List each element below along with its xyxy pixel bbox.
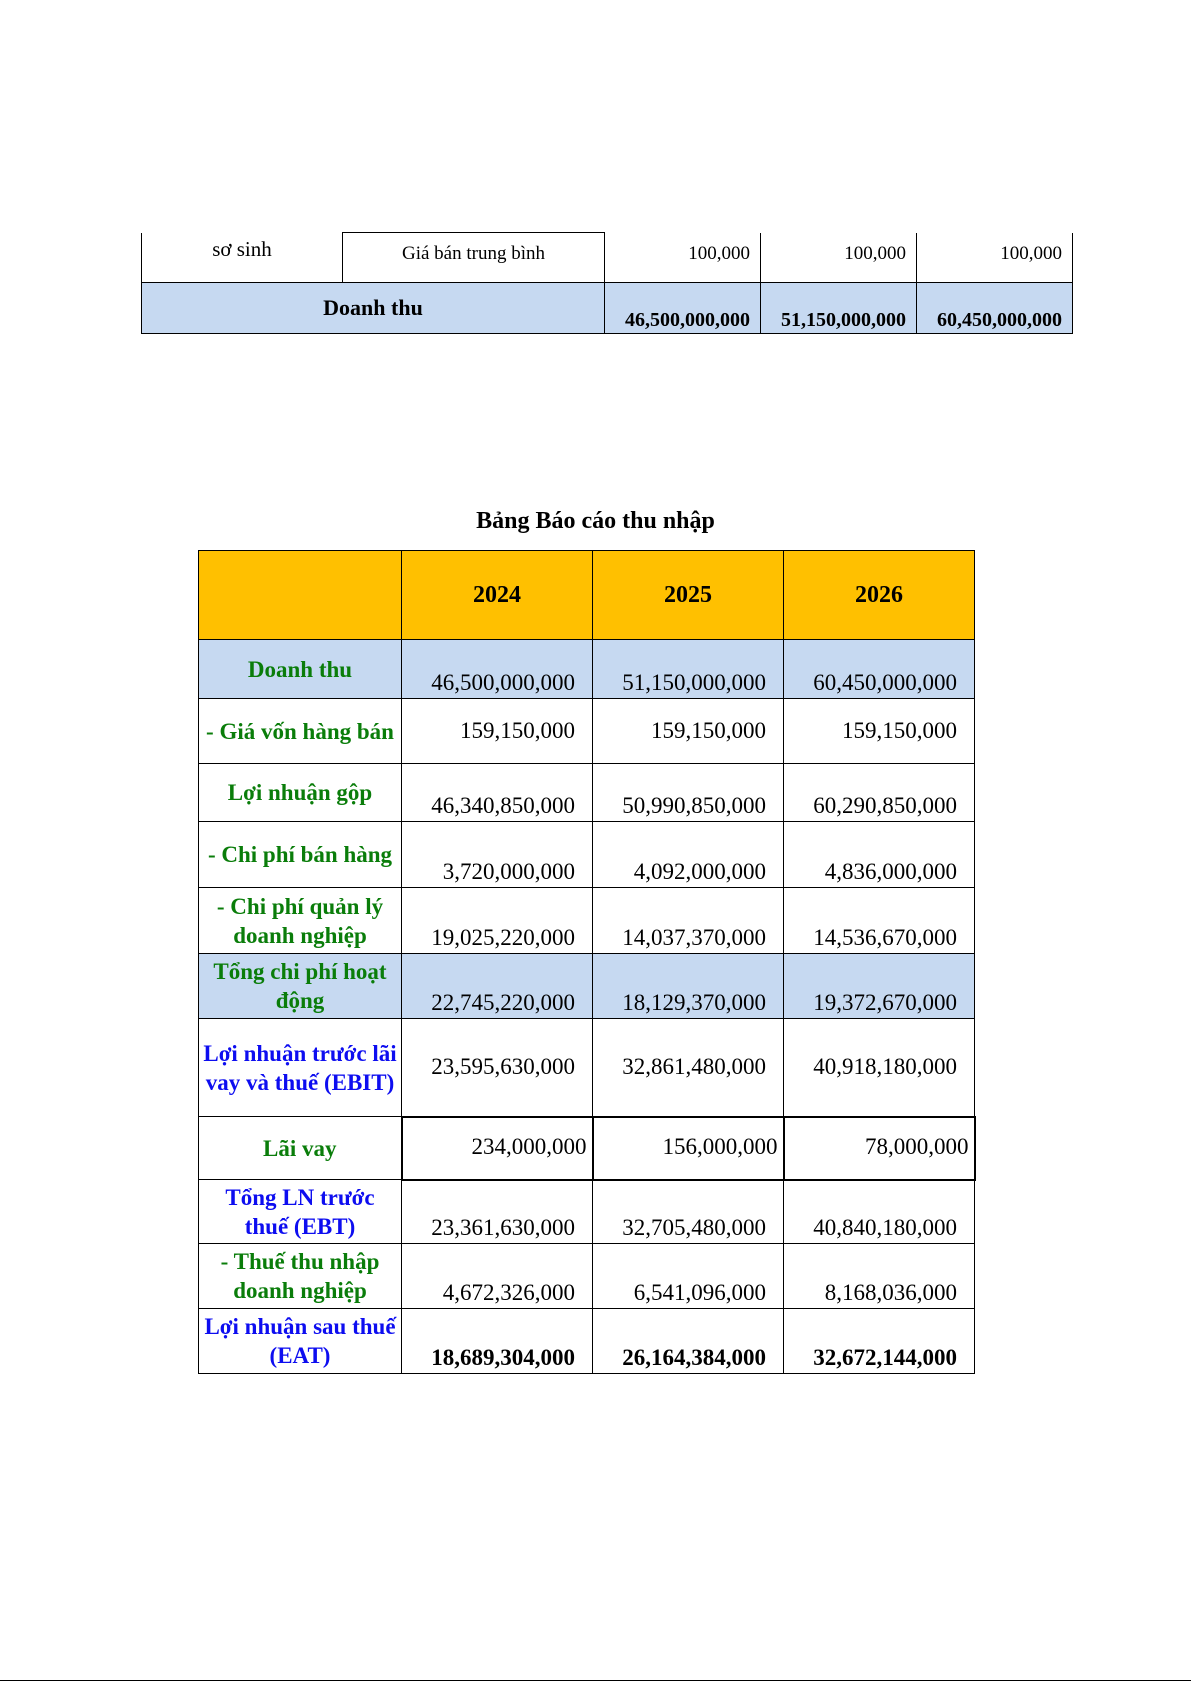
row-value: 18,129,370,000	[593, 954, 784, 1019]
price-value: 100,000	[761, 233, 917, 283]
row-value: 18,689,304,000	[402, 1309, 593, 1374]
income-statement-table	[198, 550, 976, 1374]
row-value: 40,840,180,000	[784, 1180, 975, 1244]
row-value: 3,720,000,000	[402, 822, 593, 888]
row-revenue	[199, 640, 975, 699]
row-label: Lợi nhuận trước lãi vay và thuế (EBIT)	[199, 1019, 402, 1117]
revenue-row	[142, 283, 1073, 334]
row-value: 50,990,850,000	[593, 764, 784, 822]
row-value: 60,290,850,000	[784, 764, 975, 822]
row-ebit	[199, 1019, 975, 1117]
row-value: 23,595,630,000	[402, 1019, 593, 1117]
row-label: Tổng LN trước thuế (EBT)	[199, 1180, 402, 1244]
row-label: - Giá vốn hàng bán	[199, 699, 402, 764]
row-value: 159,150,000	[784, 699, 975, 764]
row-value: 159,150,000	[593, 699, 784, 764]
row-value: 32,861,480,000	[593, 1019, 784, 1117]
row-label: - Thuế thu nhập doanh nghiệp	[199, 1244, 402, 1309]
revenue-value: 46,500,000,000	[605, 283, 761, 334]
year-header: 2026	[784, 551, 975, 640]
price-value: 100,000	[917, 233, 1073, 283]
row-value: 14,037,370,000	[593, 888, 784, 954]
row-cogs	[199, 699, 975, 764]
price-value: 100,000	[605, 233, 761, 283]
row-value: 60,450,000,000	[784, 640, 975, 699]
row-value: 23,361,630,000	[402, 1180, 593, 1244]
row-value: 26,164,384,000	[593, 1309, 784, 1374]
year-header: 2025	[593, 551, 784, 640]
row-value: 19,025,220,000	[402, 888, 593, 954]
row-value: 46,340,850,000	[402, 764, 593, 822]
row-value: 78,000,000	[784, 1117, 975, 1180]
row-admin-expenses	[199, 888, 975, 954]
row-label: Doanh thu	[199, 640, 402, 699]
row-value: 4,836,000,000	[784, 822, 975, 888]
row-ebt	[199, 1180, 975, 1244]
header-empty-cell	[199, 551, 402, 640]
row-label: Tổng chi phí hoạt động	[199, 954, 402, 1019]
row-interest	[199, 1117, 975, 1180]
revenue-breakdown-table	[141, 232, 1073, 334]
page-footer-divider	[0, 1680, 1191, 1681]
product-label: sơ sinh	[142, 233, 343, 283]
income-statement-title: Bảng Báo cáo thu nhập	[476, 508, 715, 534]
row-label: Lãi vay	[199, 1117, 402, 1180]
row-value: 19,372,670,000	[784, 954, 975, 1019]
row-value: 51,150,000,000	[593, 640, 784, 699]
row-value: 4,672,326,000	[402, 1244, 593, 1309]
row-value: 32,672,144,000	[784, 1309, 975, 1374]
row-label: Lợi nhuận gộp	[199, 764, 402, 822]
row-label: Lợi nhuận sau thuế (EAT)	[199, 1309, 402, 1374]
row-value: 159,150,000	[402, 699, 593, 764]
revenue-value: 60,450,000,000	[917, 283, 1073, 334]
row-total-operating-expenses	[199, 954, 975, 1019]
row-value: 6,541,096,000	[593, 1244, 784, 1309]
row-value: 14,536,670,000	[784, 888, 975, 954]
row-value: 32,705,480,000	[593, 1180, 784, 1244]
row-corporate-tax	[199, 1244, 975, 1309]
price-row	[142, 233, 1073, 283]
header-row	[199, 551, 975, 640]
row-gross-profit	[199, 764, 975, 822]
revenue-label: Doanh thu	[142, 283, 605, 334]
row-value: 22,745,220,000	[402, 954, 593, 1019]
row-value: 40,918,180,000	[784, 1019, 975, 1117]
row-value: 46,500,000,000	[402, 640, 593, 699]
row-value: 234,000,000	[402, 1117, 593, 1180]
average-price-label: Giá bán trung bình	[343, 233, 605, 283]
row-selling-expenses	[199, 822, 975, 888]
row-value: 8,168,036,000	[784, 1244, 975, 1309]
revenue-value: 51,150,000,000	[761, 283, 917, 334]
row-value: 156,000,000	[593, 1117, 784, 1180]
row-net-income	[199, 1309, 975, 1374]
row-value: 4,092,000,000	[593, 822, 784, 888]
row-label: - Chi phí bán hàng	[199, 822, 402, 888]
year-header: 2024	[402, 551, 593, 640]
row-label: - Chi phí quản lý doanh nghiệp	[199, 888, 402, 954]
